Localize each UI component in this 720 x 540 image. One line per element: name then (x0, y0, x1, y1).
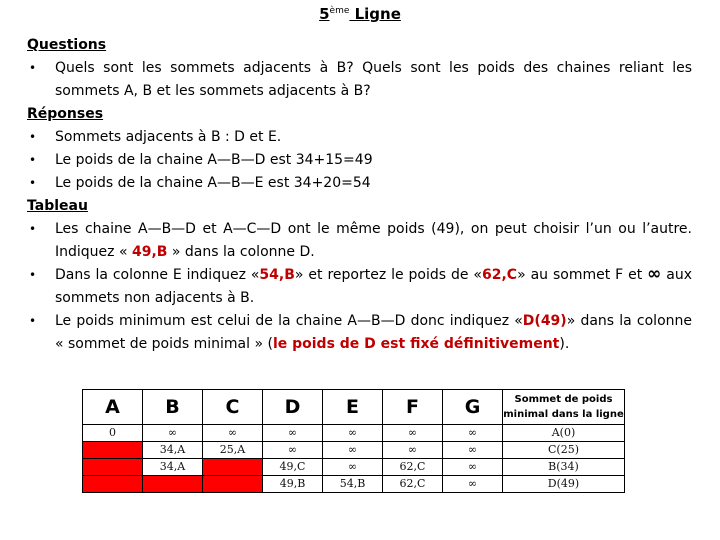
tableau-text: Le poids minimum est celui de la chaine A—B—D donc indiquez « (55, 313, 523, 329)
cell-d: ∞ (263, 442, 323, 459)
cell-c (203, 476, 263, 493)
title-number: 5 (319, 5, 330, 23)
cell-a (83, 476, 143, 493)
question-item (27, 57, 692, 103)
cell-f: ∞ (383, 425, 443, 442)
cell-d: 49,B (263, 476, 323, 493)
infinity-icon: ∞ (647, 264, 662, 284)
column-header-b: B (143, 390, 203, 425)
cell-f: 62,C (383, 459, 443, 476)
cell-a (83, 442, 143, 459)
table-row (83, 442, 625, 459)
tableau-text: » dans la colonne D. (167, 244, 315, 260)
tableau-text: » dans la colonne « sommet de poids minimal » ( (55, 313, 692, 352)
column-header-min-vertex: Sommet de poids minimal dans la ligne (503, 390, 625, 425)
cell-g: ∞ (443, 425, 503, 442)
column-header-d: D (263, 390, 323, 425)
tableau-heading: Tableau (27, 198, 88, 214)
table-header-row (83, 390, 625, 425)
questions-heading: Questions (27, 37, 107, 53)
table-row (83, 476, 625, 493)
cell-f: 62,C (383, 476, 443, 493)
tableau-text: ). (559, 336, 570, 352)
cell-min-vertex: D(49) (503, 476, 625, 493)
cell-d: ∞ (263, 425, 323, 442)
cell-e: ∞ (323, 442, 383, 459)
answer-text: Sommets adjacents à B : D et E. (55, 129, 282, 145)
tableau-item (27, 310, 692, 356)
column-header-f: F (383, 390, 443, 425)
question-text: Quels sont les sommets adjacents à B? Quels sont les poids des chaines reliant les sommets A, B et les sommets adjacents à B? (55, 60, 692, 99)
bullet-icon: • (29, 176, 37, 190)
cell-b: 34,A (143, 442, 203, 459)
highlight-value: 62,C (482, 267, 518, 283)
bullet-icon: • (29, 314, 37, 328)
cell-d: 49,C (263, 459, 323, 476)
cell-g: ∞ (443, 459, 503, 476)
cell-c: ∞ (203, 425, 263, 442)
cell-e: ∞ (323, 459, 383, 476)
highlight-value: 49,B (131, 244, 168, 260)
answer-item (27, 149, 692, 172)
cell-c (203, 459, 263, 476)
bullet-icon: • (29, 130, 37, 144)
highlight-value: le poids de D est fixé définitivement (272, 336, 560, 352)
bullet-icon: • (29, 153, 37, 167)
tableau-text: aux sommets non adjacents à B. (55, 267, 693, 306)
page-title (0, 5, 720, 23)
cell-a: 0 (83, 425, 143, 442)
cell-b: 34,A (143, 459, 203, 476)
cell-min-vertex: B(34) (503, 459, 625, 476)
answers-heading: Réponses (27, 106, 104, 122)
title-superscript: ème (329, 6, 350, 16)
column-header-a: A (83, 390, 143, 425)
document-body (27, 34, 692, 356)
highlight-value: 54,B (259, 267, 295, 283)
answer-text: Le poids de la chaine A—B—D est 34+15=49 (55, 152, 373, 168)
column-header-c: C (203, 390, 263, 425)
answer-text: Le poids de la chaine A—B—E est 34+20=54 (55, 175, 371, 191)
tableau-item (27, 264, 692, 310)
cell-b (143, 476, 203, 493)
tableau-text: Les chaine A—B—D et A—C—D ont le même poids (49), on peut choisir l’un ou l’autre. Indiquez « (55, 221, 692, 260)
cell-f: ∞ (383, 442, 443, 459)
cell-c: 25,A (203, 442, 263, 459)
cell-e: 54,B (323, 476, 383, 493)
cell-min-vertex: C(25) (503, 442, 625, 459)
cell-min-vertex: A(0) (503, 425, 625, 442)
bullet-icon: • (29, 222, 37, 236)
column-header-g: G (443, 390, 503, 425)
cell-b: ∞ (143, 425, 203, 442)
column-header-e: E (323, 390, 383, 425)
cell-e: ∞ (323, 425, 383, 442)
bullet-icon: • (29, 268, 37, 282)
cell-a (83, 459, 143, 476)
cell-g: ∞ (443, 442, 503, 459)
title-text: Ligne (349, 5, 401, 23)
tableau-text: » au sommet F et (517, 267, 648, 283)
tableau-item (27, 218, 692, 264)
answer-item (27, 126, 692, 149)
cell-g: ∞ (443, 476, 503, 493)
table-row (83, 459, 625, 476)
tableau-text: » et reportez le poids de « (294, 267, 482, 283)
bullet-icon: • (29, 61, 37, 75)
table-row (83, 425, 625, 442)
answer-item (27, 172, 692, 195)
dijkstra-table (82, 389, 625, 493)
tableau-text: Dans la colonne E indiquez « (55, 267, 260, 283)
highlight-value: D(49) (522, 313, 567, 329)
